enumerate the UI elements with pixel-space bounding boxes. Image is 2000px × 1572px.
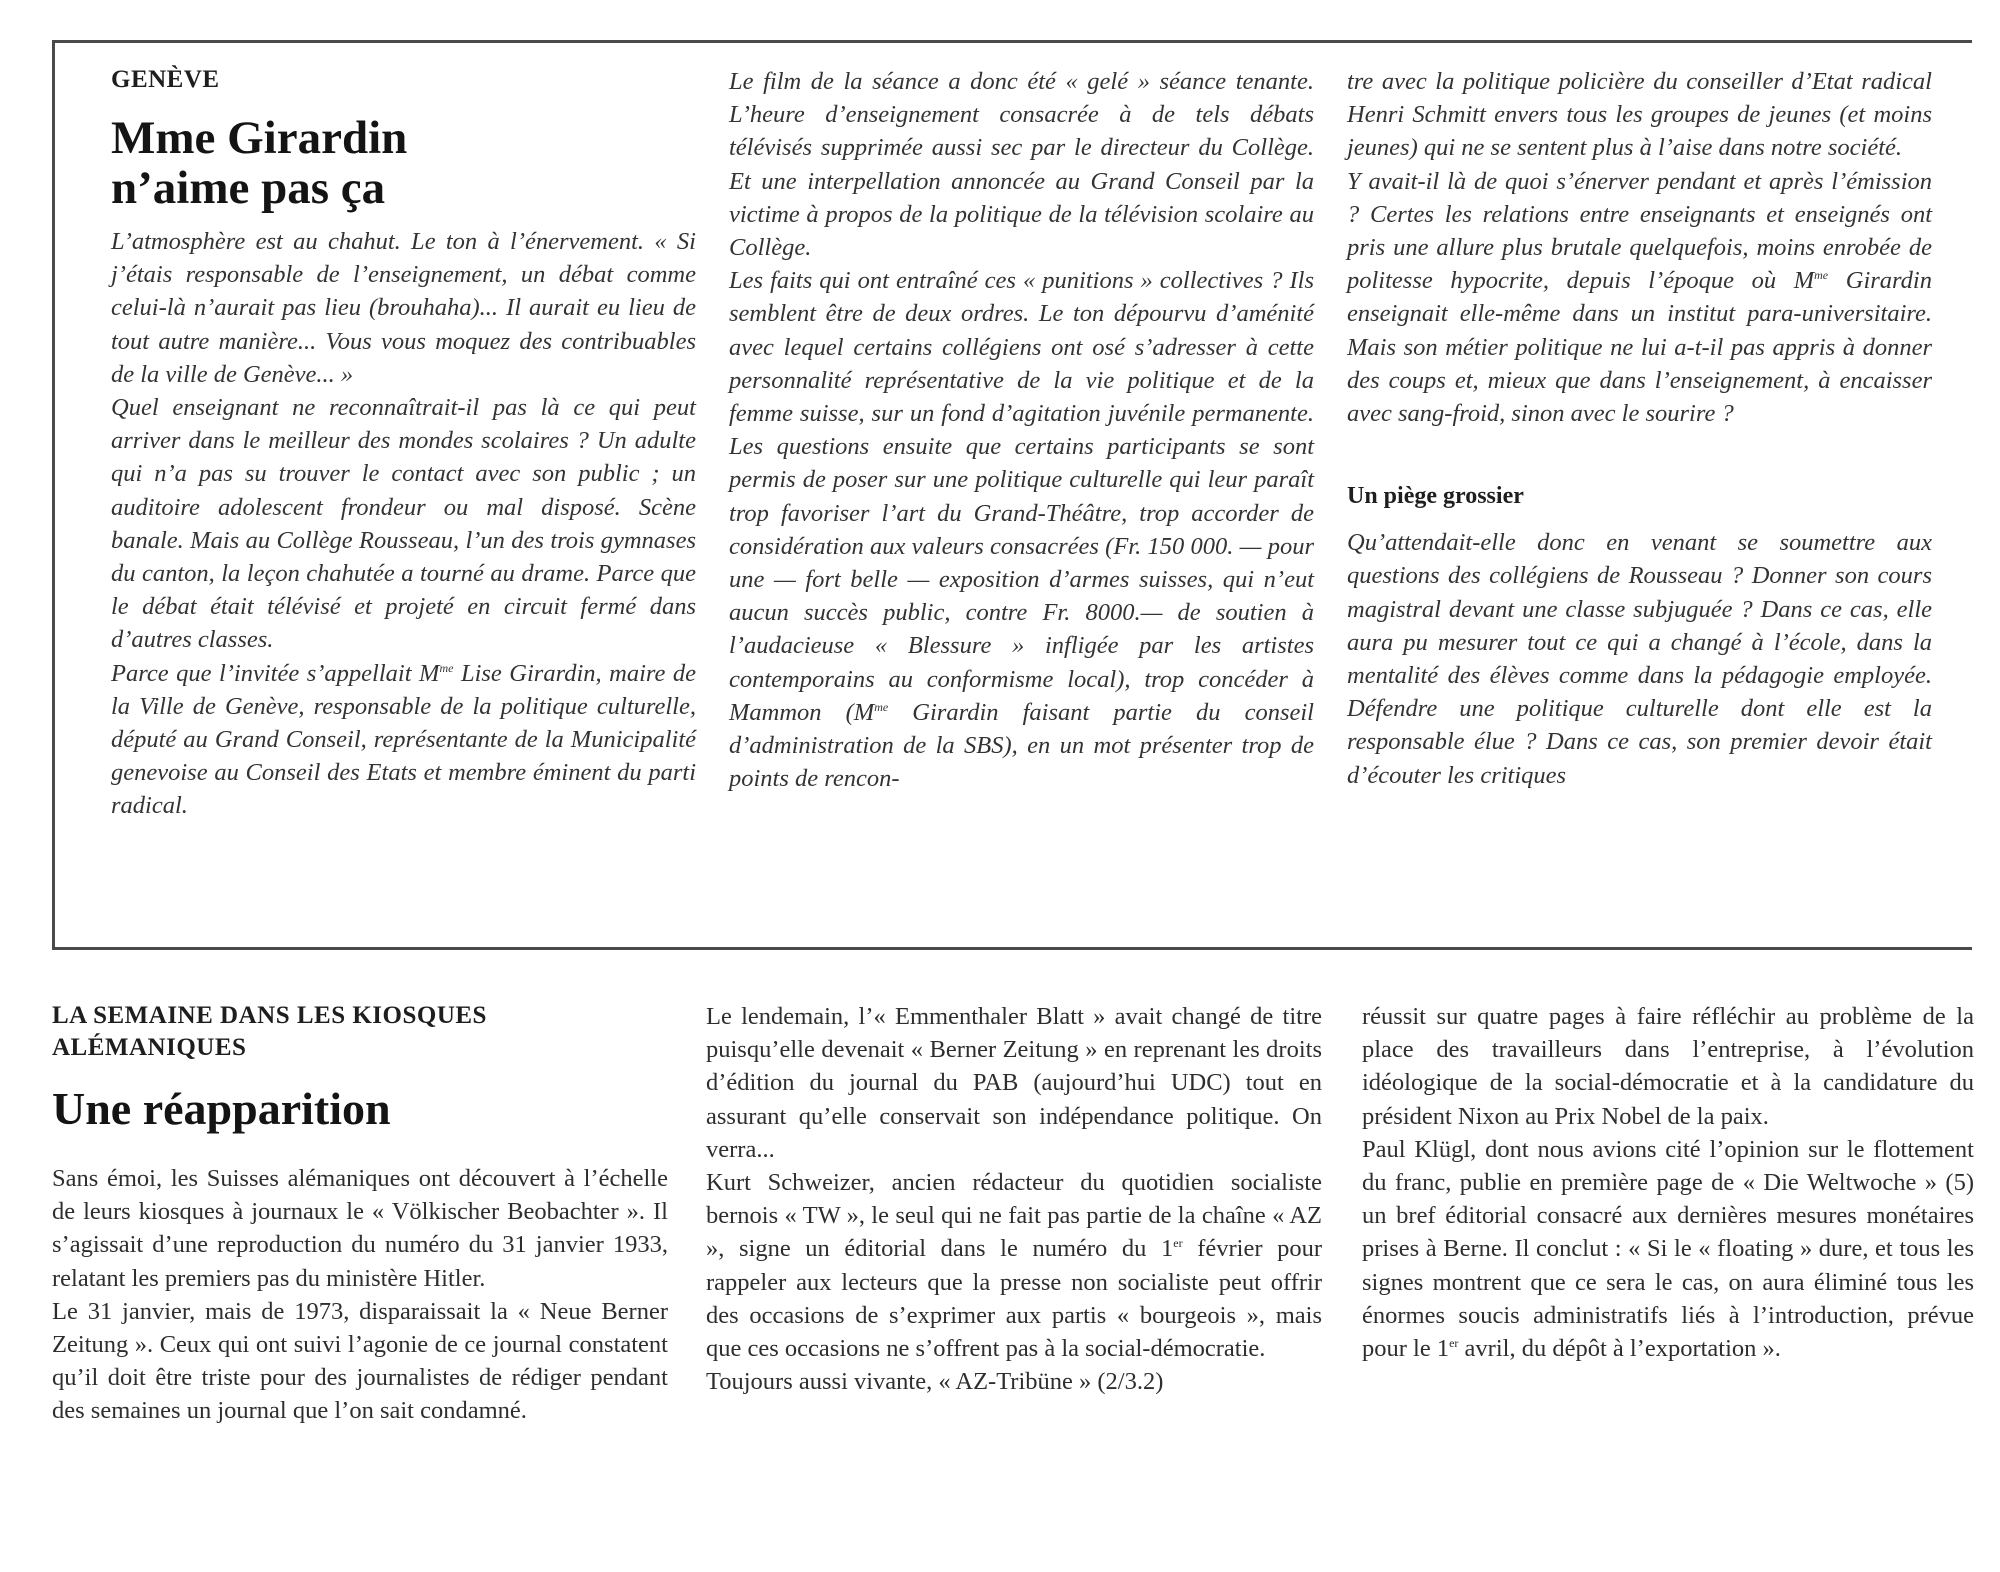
article-kicker: GENÈVE	[111, 66, 220, 93]
paragraph: Toujours aussi vivante, « AZ-Tribüne » (2/3.2)	[706, 1368, 1164, 1396]
paragraph: Qu’attendait-elle donc en venant se soumettre aux questions des collégiens de Rousseau ? Donner son cours magistral devant une classe subjuguée ? Dans ce cas, elle aura pu mesurer tout ce qui a changé à l’école, dans la mentalité des élèves comme dans la pédagogie employée. Défendre une politique culturelle dont elle est la responsable élue ? Dans ce cas, son premier devoir était d’écouter les critiques	[1347, 529, 1932, 789]
text-run: Parce que l’invitée s’appellait M	[111, 659, 440, 687]
superscript: er	[1449, 1336, 1459, 1351]
superscript: er	[1173, 1236, 1183, 1251]
article-kicker: LA SEMAINE DANS LES KIOSQUES ALÉMANIQUES	[52, 1002, 487, 1061]
article-column-1	[111, 65, 696, 823]
headline-line-1: Mme Girardin	[111, 112, 408, 164]
article-box-geneve	[52, 40, 1972, 950]
text-run: Paul Klügl, dont nous avions cité l’opinion sur le flottement du franc, publie en première page de « Die Weltwoche » (5) un bref éditorial consacré aux dernières mesures monétaires prises à Berne. Il conclut : « Si le « floating » dure, et tous les signes montrent que ce sera le cas, on aura éliminé tous les énormes soucis administratifs liés à l’introduction, prévue pour le 1	[1362, 1135, 1974, 1363]
text-run: février pour rappeler aux lecteurs que la presse non socialiste peut offrir des occasions de s’exprimer aux partis « bourgeois », mais que ces occasions ne s’offrent pas à la social-démocratie.	[706, 1235, 1322, 1363]
text-run: Girardin enseignait elle-même dans un institut para-universitaire. Mais son métier politique ne lui a-t-il pas appris à donner des coups et, mieux que dans l’enseignement, à encaisser avec sang-froid, sinon avec le sourire ?	[1347, 267, 1932, 428]
text-run: avril, du dépôt à l’exportation ».	[1458, 1335, 1781, 1363]
article-column-3	[1362, 1000, 1974, 1365]
text-run: Y avait-il là de quoi s’énerver pendant et après l’émission ? Certes les relations entre enseignants et enseignés ont pris une allure plus brutale quelquefois, moins enrobée de politesse hypocrite, depuis l’époque où M	[1347, 167, 1932, 295]
paragraph	[111, 657, 696, 823]
text-run: Lise Girardin, maire de la Ville de Genève, responsable de la politique culturelle, député au Grand Conseil, représentante de la Municipalité genevoise au Conseil des Etats et membre éminent du parti radical.	[111, 659, 696, 820]
article-column-1	[52, 1000, 668, 1428]
paragraph: Le lendemain, l’« Emmenthaler Blatt » avait changé de titre puisqu’elle devenait « Berner Zeitung » en reprenant les droits d’édition du journal du PAB (aujourd’hui UDC) tout en assurant qu’elle conservait son indépendance politique. On verra...	[706, 1003, 1322, 1163]
article-headline	[111, 113, 696, 213]
text-run: Les faits qui ont entraîné ces « punitions » collectives ? Ils semblent être de deux ordres. Le ton dépourvu d’aménité avec lequel certains collégiens ont osé s’adresser à cette personnalité représentative de la vie politique et de la femme suisse, sur un fond d’agitation juvénile permanente. Les questions ensuite que certains participants se sont permis de poser sur une politique culturelle qui leur paraît trop favoriser l’art du Grand-Théâtre, trop accorder de considération aux valeurs consacrées (Fr. 150 000. — pour une — fort belle — exposition d’armes suisses, qui n’eut aucun succès public, contre Fr. 8000.— de soutien à l’audacieuse « Blessure » infligée par les artistes contemporains au conformisme local), trop concéder à Mammon (M	[729, 267, 1314, 726]
text-run: Kurt Schweizer, ancien rédacteur du quotidien socialiste bernois « TW », le seul qui ne fait pas partie de la chaîne « AZ », signe un éditorial dans le numéro du 1	[706, 1169, 1322, 1263]
paragraph	[706, 1166, 1322, 1365]
headline-line-2: n’aime pas ça	[111, 162, 386, 214]
paragraph: Sans émoi, les Suisses alémaniques ont découvert à l’échelle de leurs kiosques à journaux le « Völkischer Beobachter ». Il s’agissait d’une reproduction du numéro du 31 janvier 1933, relatant les premiers pas du ministère Hitler.	[52, 1165, 668, 1292]
paragraph: L’atmosphère est au chahut. Le ton à l’énervement. « Si j’étais responsable de l’enseignement, un débat comme celui-là n’aurait pas lieu (brouhaha)... Il aurait eu lieu de tout autre manière... Vous vous moquez des contribuables de la ville de Genève... »	[111, 228, 696, 388]
paragraph	[1347, 165, 1932, 431]
article-column-2	[729, 65, 1314, 795]
paragraph: réussit sur quatre pages à faire réfléchir au problème de la place des travailleurs dans l’entreprise, à l’évolution idéologique de la social-démocratie et à la candidature du président Nixon au Prix Nobel de la paix.	[1362, 1003, 1974, 1130]
paragraph: Quel enseignant ne reconnaîtrait-il pas là ce qui peut arriver dans le meilleur des mondes scolaires ? Un adulte qui n’a pas su trouver le contact avec son public ; un auditoire adolescent frondeur ou mal disposé. Scène banale. Mais au Collège Rousseau, l’un des trois gymnases du canton, la leçon chahutée a tourné au drame. Parce que le débat était télévisé et projeté en circuit fermé dans d’autres classes.	[111, 394, 696, 654]
paragraph	[1362, 1133, 1974, 1365]
paragraph: Le 31 janvier, mais de 1973, disparaissait la « Neue Berner Zeitung ». Ceux qui ont suivi l’agonie de ce journal constatent qu’il doit être triste pour des journalistes de rédiger pendant des semaines un journal que l’on sait condamné.	[52, 1297, 668, 1425]
article-subheading: Un piège grossier	[1347, 483, 1524, 510]
superscript: me	[439, 660, 454, 675]
text-run: Girardin faisant partie du conseil d’administration de la SBS), en un mot présenter trop de points de rencon-	[729, 698, 1314, 793]
paragraph	[729, 264, 1314, 795]
article-headline: Une réapparition	[52, 1083, 391, 1134]
superscript: me	[1814, 268, 1829, 283]
superscript: me	[874, 699, 889, 714]
paragraph: tre avec la politique policière du conseiller d’Etat radical Henri Schmitt envers tous les groupes de jeunes (et moins jeunes) qui ne se sentent plus à l’aise dans notre société.	[1347, 68, 1932, 162]
article-column-2	[706, 1000, 1322, 1398]
paragraph: Le film de la séance a donc été « gelé » séance tenante. L’heure d’enseignement consacrée à de tels débats télévisés supprimée aussi sec par le directeur du Collège. Et une interpellation annoncée au Grand Conseil par la victime à propos de la politique de la télévision scolaire au Collège.	[729, 68, 1314, 262]
article-column-3	[1347, 65, 1932, 792]
